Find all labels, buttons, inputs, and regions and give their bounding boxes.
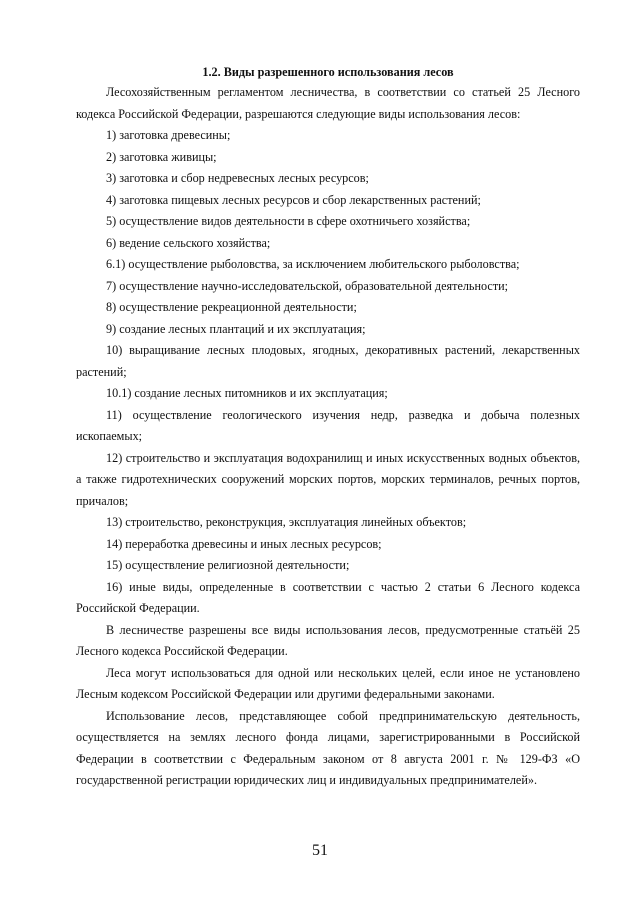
section-title: 1.2. Виды разрешенного использования лесов (202, 65, 454, 79)
list-item-use: 8) осуществление рекреационной деятельности; (106, 300, 357, 314)
list-item-use: 5) осуществление видов деятельности в сфере охотничьего хозяйства; (106, 214, 471, 228)
list-item-use: 7) осуществление научно-исследовательской, образовательной деятельности; (106, 278, 509, 293)
list-item-use: 3) заготовка и сбор недревесных лесных ресурсов; (106, 171, 369, 185)
body-paragraph: Использование лесов, представляющее собой предпринимательскую деятельность, осуществляется на землях лесного фонда лицами, зарегистрированными в Российской Федерации в соответствии с Федеральным законом от 8 августа 2001 г. № 129-ФЗ «О государственной регистрации юридических лиц и индивидуальных предпринимателей». (76, 708, 580, 787)
body-paragraph: В лесничестве разрешены все виды использования лесов, предусмотренные статьёй 25 Лесного кодекса Российской Федерации. (76, 622, 580, 658)
section-body (76, 82, 580, 792)
intro-paragraph: Лесохозяйственным регламентом лесничества, в соответствии со статьей 25 Лесного кодекса Российской Федерации, разрешаются следующие виды использования лесов: (76, 85, 580, 121)
list-item-use: 6) ведение сельского хозяйства; (106, 235, 271, 250)
list-item-use: 12) строительство и эксплуатация водохранилищ и иных искусственных водных объектов, а также гидротехнических сооружений морских портов, морских терминалов, речных портов, причалов; (76, 450, 580, 508)
list-item-use: 2) заготовка живицы; (106, 149, 217, 164)
list-item-use: 9) создание лесных плантаций и их эксплуатация; (106, 321, 366, 336)
body-paragraph: Леса могут использоваться для одной или нескольких целей, если иное не установлено Лесным кодексом Российской Федерации или другими федеральными законами. (76, 665, 580, 701)
page-number: 51 (312, 842, 328, 859)
list-item-use: 16) иные виды, определенные в соответствии с частью 2 статьи 6 Лесного кодекса Российской Федерации. (76, 579, 580, 615)
list-item-use: 4) заготовка пищевых лесных ресурсов и сбор лекарственных растений; (106, 192, 481, 207)
list-item-use: 13) строительство, реконструкция, эксплуатация линейных объектов; (106, 515, 467, 529)
list-item-use: 14) переработка древесины и иных лесных ресурсов; (106, 536, 382, 551)
list-item-use: 6.1) осуществление рыболовства, за исключением любительского рыболовства; (106, 257, 520, 271)
list-item-use: 15) осуществление религиозной деятельности; (106, 558, 350, 572)
list-item-use: 10.1) создание лесных питомников и их эксплуатация; (106, 386, 388, 400)
list-item-use: 11) осуществление геологического изучения недр, разведка и добыча полезных ископаемых; (76, 407, 580, 443)
list-item-use: 1) заготовка древесины; (106, 128, 231, 142)
list-item-use: 10) выращивание лесных плодовых, ягодных, декоративных растений, лекарственных растений; (76, 343, 580, 379)
